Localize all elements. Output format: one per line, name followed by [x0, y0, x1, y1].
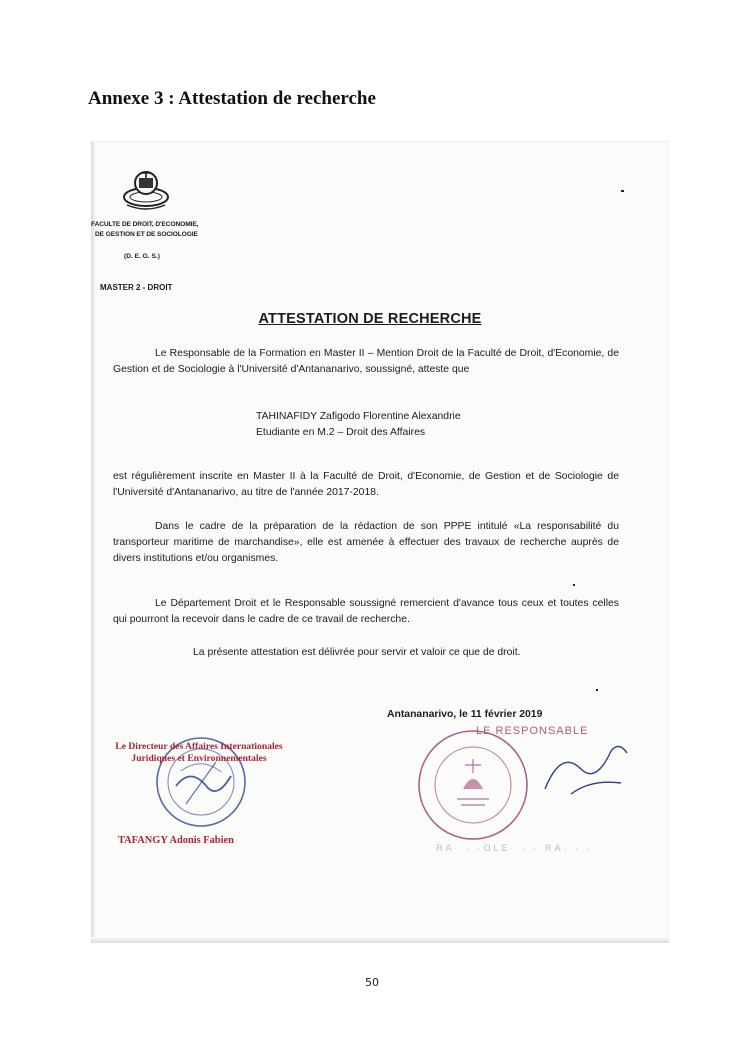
director-name: TAFANGY Adonis Fabien [118, 835, 234, 846]
research-paragraph: Dans le cadre de la préparation de la rédaction de son PPPE intitulé «La responsabilité du transporteur maritime de marchandise», elle est amenée à effectuer des travaux de recherche auprès de divers institutions et/ou organismes. [113, 521, 619, 564]
university-stamp-icon [407, 719, 547, 859]
scan-bottom-shadow [91, 937, 669, 943]
annex-title: Annexe 3 : Attestation de recherche [88, 88, 376, 109]
signature-icon [541, 739, 631, 801]
director-title-line2: Juridiques et Environnementales [131, 753, 267, 764]
place-and-date: Antananarivo, le 11 février 2019 [387, 709, 543, 720]
student-level: Etudiante en M.2 – Droit des Affaires [256, 427, 426, 438]
master-program-label: MASTER 2 - DROIT [100, 283, 173, 292]
page-number: 50 [365, 976, 379, 989]
faculty-abbreviation: (D. E. G. S.) [124, 253, 160, 260]
enrollment-paragraph: est régulièrement inscrite en Master II à la Faculté de Droit, d'Economie, de Gestion et de Sociologie de l'Université d'Antananarivo, au titre de l'année 2017-2018. [113, 471, 619, 498]
scanned-attestation [91, 141, 669, 943]
attestation-title: ATTESTATION DE RECHERCHE [258, 311, 482, 327]
student-name: TAHINAFIDY Zafigodo Florentine Alexandrie [256, 411, 461, 422]
director-title [99, 741, 299, 765]
scan-speck [596, 689, 598, 691]
faculty-name-line2: DE GESTION ET DE SOCIOLOGIE [95, 231, 198, 238]
closing-paragraph: La présente attestation est délivrée pour servir et valoir ce que de droit. [193, 647, 521, 658]
intro-paragraph: Le Responsable de la Formation en Master II – Mention Droit de la Faculté de Droit, d'Economie, de Gestion et de Sociologie à l'Université d'Antananarivo, soussigné, atteste que [113, 348, 619, 375]
responsable-name-faded: RA· · ·OLE· · · RA· · · [436, 843, 593, 853]
scan-speck [573, 584, 575, 586]
director-title-line1: Le Directeur des Affaires Internationales [115, 741, 283, 752]
thanks-paragraph: Le Département Droit et le Responsable soussigné remercient d'avance tous ceux et toutes celles qui pourront la recevoir dans le cadre de ce travail de recherche. [113, 598, 619, 625]
scan-edge-shadow [91, 141, 96, 943]
faculty-name-line1: FACULTE DE DROIT, D'ECONOMIE, [91, 221, 199, 228]
scan-speck [621, 190, 624, 192]
faculty-logo-icon [121, 167, 171, 213]
responsable-label: LE RESPONSABLE [476, 725, 589, 737]
